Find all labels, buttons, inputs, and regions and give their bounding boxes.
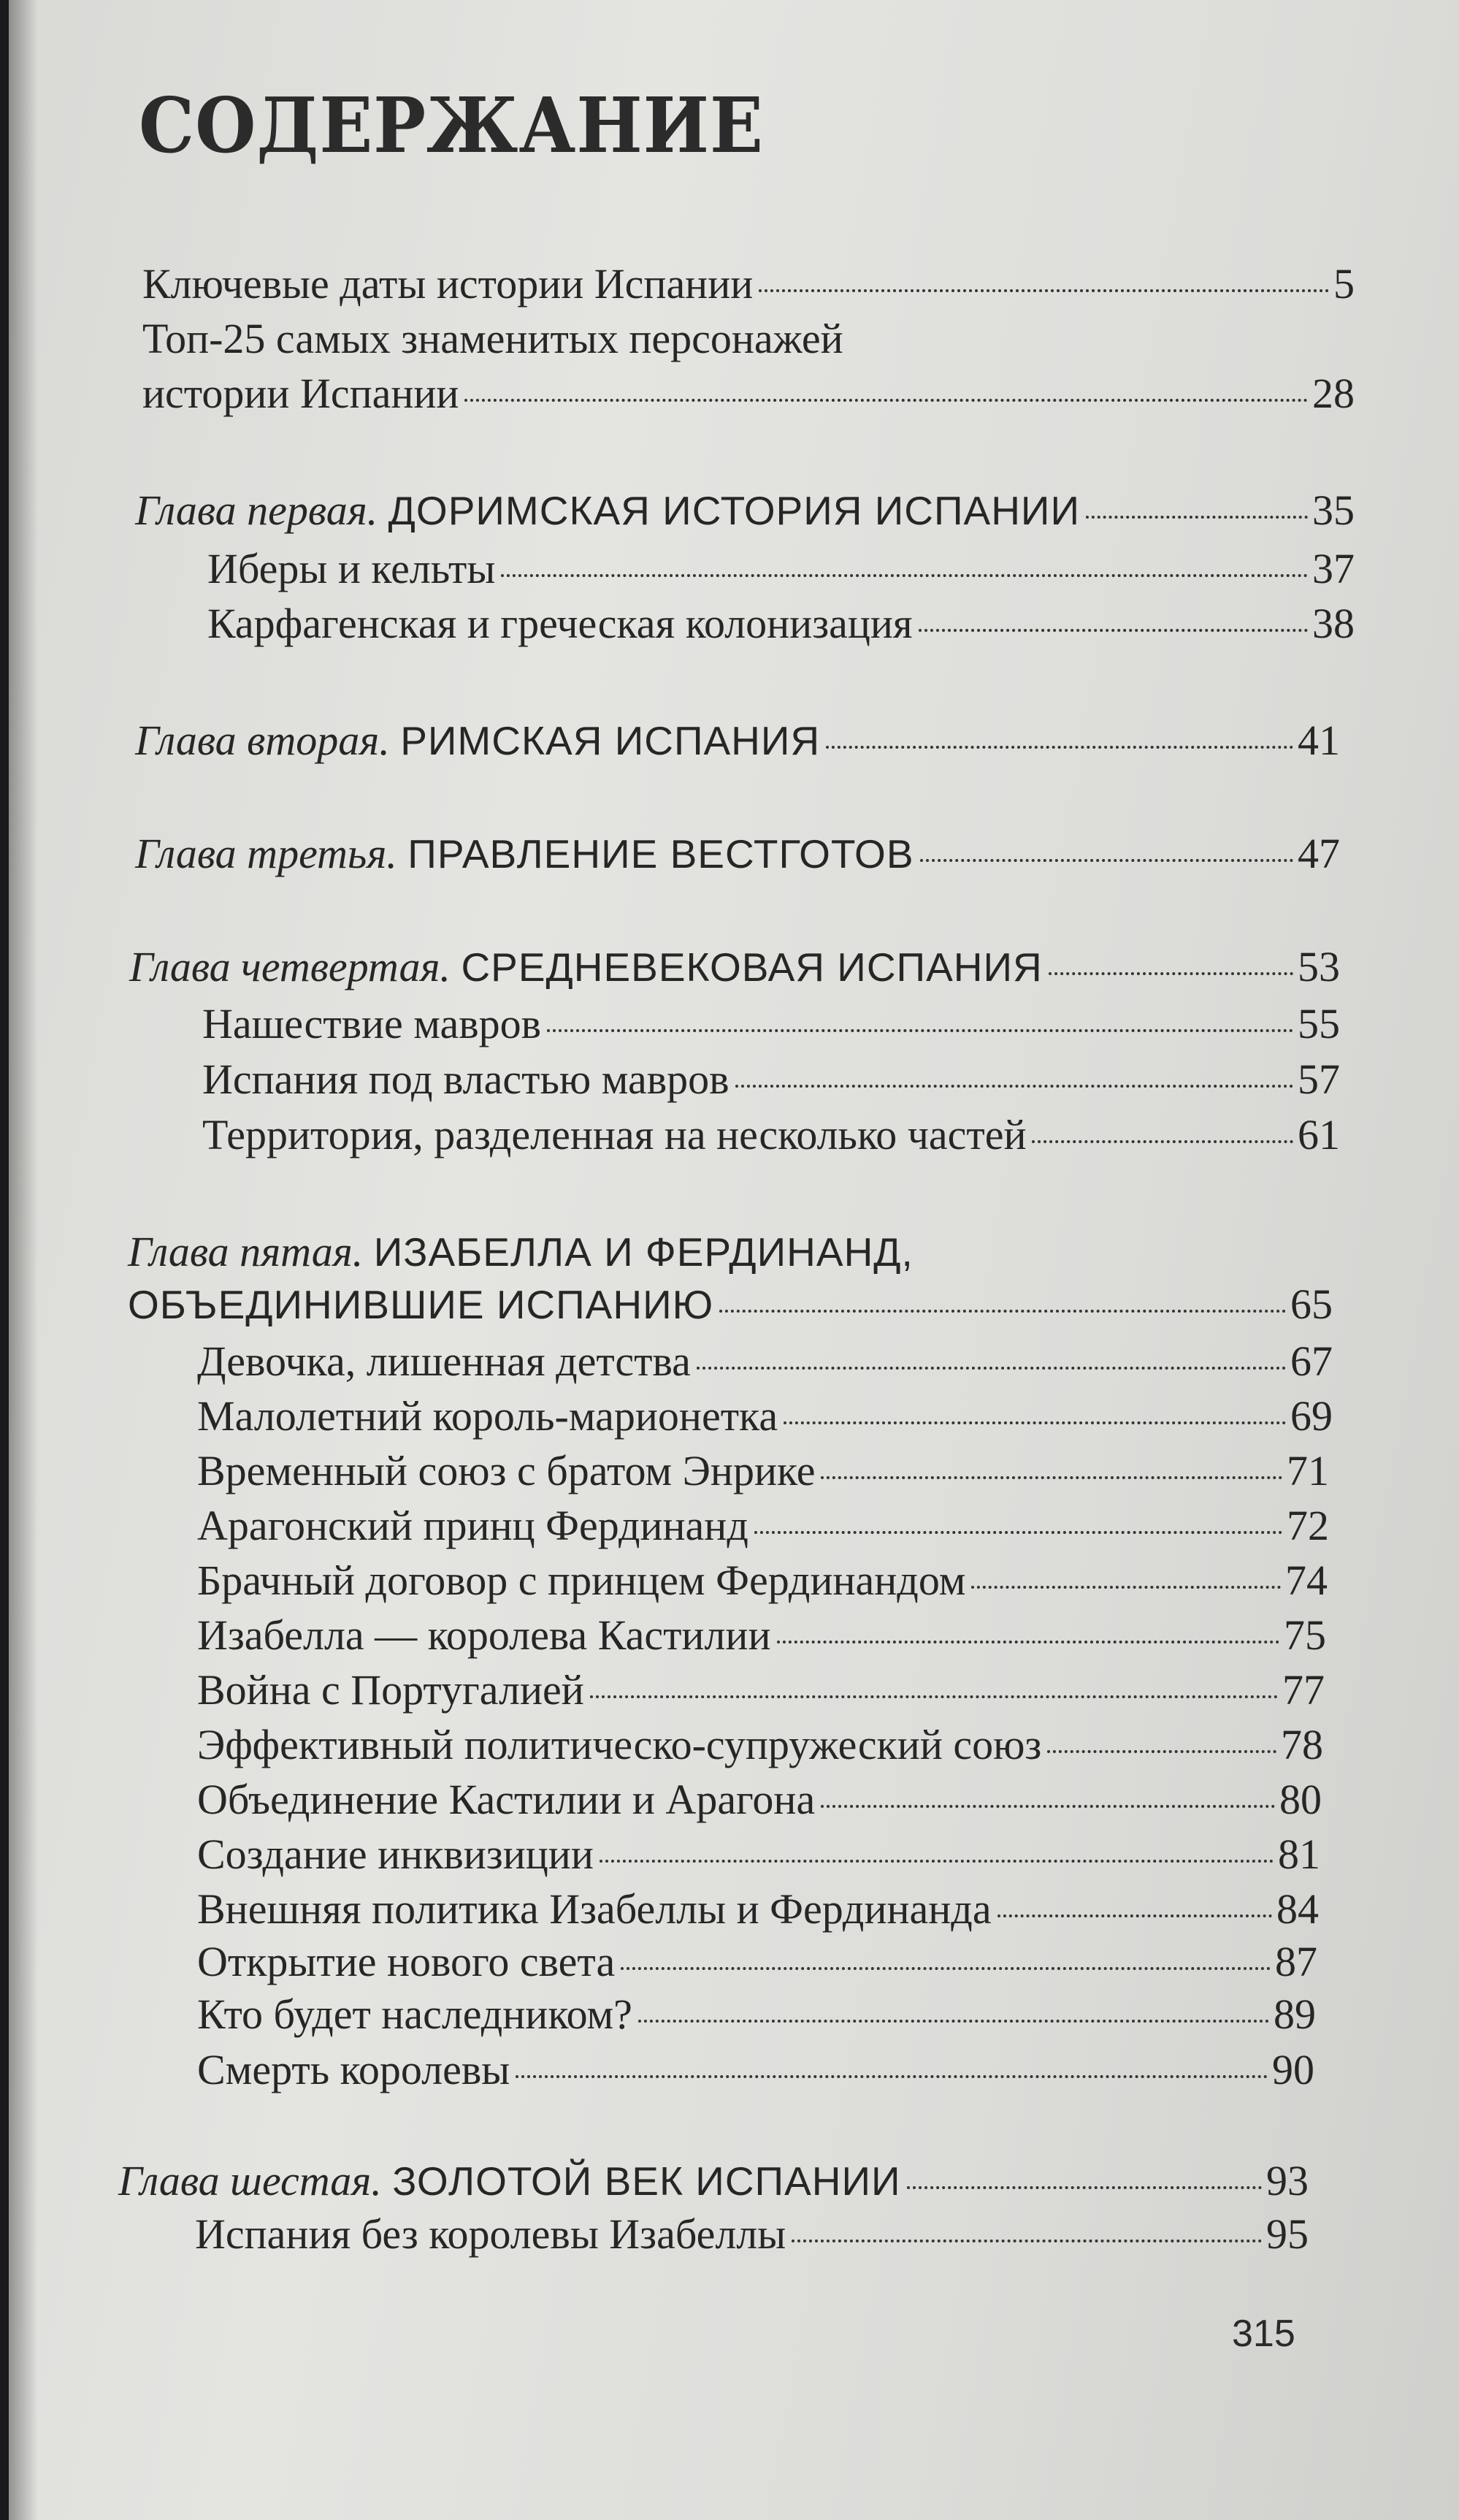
toc-entry-page: 93 xyxy=(1266,2157,1309,2204)
toc-entry-page: 81 xyxy=(1278,1830,1320,1878)
dot-leader xyxy=(821,1805,1275,1808)
toc-entry-page: 57 xyxy=(1298,1055,1340,1103)
toc-entry-page: 5 xyxy=(1333,260,1355,308)
toc-section[interactable] xyxy=(197,1775,1322,1824)
dot-leader xyxy=(638,2020,1269,2023)
chapter-label: Глава третья. xyxy=(135,830,397,877)
toc-entry-page: 71 xyxy=(1287,1447,1329,1494)
toc-entry-page: 61 xyxy=(1298,1111,1340,1158)
toc-chapter-2[interactable] xyxy=(135,716,1340,765)
dot-leader xyxy=(754,1531,1282,1534)
dot-leader xyxy=(759,289,1329,292)
toc-chapter-title xyxy=(135,486,1080,535)
toc-entry-page: 87 xyxy=(1275,1938,1317,1985)
toc-entry-page: 47 xyxy=(1298,830,1340,877)
toc-entry-title: Арагонский принц Фердинанд xyxy=(197,1502,748,1549)
toc-entry-key-dates[interactable] xyxy=(142,259,1355,308)
toc-entry-title: Нашествие мавров xyxy=(202,1000,542,1047)
chapter-label: Глава пятая. xyxy=(128,1228,364,1275)
toc-entry-page: 67 xyxy=(1290,1337,1333,1385)
toc-chapter-title xyxy=(135,716,820,765)
chapter-name: ОБЪЕДИНИВШИЕ ИСПАНИЮ xyxy=(128,1282,714,1327)
chapter-label: Глава первая. xyxy=(135,486,378,534)
toc-entry-page: 95 xyxy=(1266,2210,1309,2258)
toc-section[interactable] xyxy=(197,1611,1326,1660)
dot-leader xyxy=(1047,1750,1276,1753)
toc-entry-page: 65 xyxy=(1290,1280,1333,1328)
toc-entry-page: 53 xyxy=(1298,943,1340,990)
toc-entry-title: Брачный договор с принцем Фердинандом xyxy=(197,1557,966,1604)
chapter-name: ДОРИМСКАЯ ИСТОРИЯ ИСПАНИИ xyxy=(388,488,1080,533)
page-number: 315 xyxy=(1232,2313,1295,2355)
toc-entry-title: Девочка, лишенная детства xyxy=(197,1337,691,1385)
toc-chapter-6[interactable] xyxy=(118,2156,1309,2205)
toc-chapter-5[interactable] xyxy=(128,1280,1333,1329)
book-page xyxy=(9,0,1459,2520)
toc-entry-page: 89 xyxy=(1274,1990,1316,2038)
toc-section[interactable] xyxy=(197,1446,1329,1495)
dot-leader xyxy=(907,2186,1262,2189)
toc-entry-page: 84 xyxy=(1276,1885,1319,1933)
toc-section[interactable] xyxy=(197,1556,1328,1605)
toc-entry-title: Изабелла — королева Кастилии xyxy=(197,1611,771,1659)
toc-entry-title: Карфагенская и греческая колонизация xyxy=(207,600,913,647)
toc-chapter-title xyxy=(129,942,1043,991)
toc-chapter-3[interactable] xyxy=(135,829,1340,878)
toc-entry-page: 75 xyxy=(1284,1611,1326,1659)
toc-section[interactable] xyxy=(197,1501,1329,1550)
toc-entry-title: Малолетний король-марионетка xyxy=(197,1392,778,1440)
toc-entry-title: истории Испании xyxy=(142,370,459,417)
chapter-label: Глава четвертая. xyxy=(129,943,451,990)
toc-entry-title: Испания под властью мавров xyxy=(202,1055,730,1103)
dot-leader xyxy=(997,1914,1272,1917)
dot-leader xyxy=(784,1421,1286,1424)
toc-entry-page: 77 xyxy=(1282,1666,1325,1714)
chapter-name: СРЕДНЕВЕКОВАЯ ИСПАНИЯ xyxy=(461,944,1043,990)
toc-entry-title: Внешняя политика Изабеллы и Фердинанда xyxy=(197,1885,992,1933)
toc-entry-title: Объединение Кастилии и Арагона xyxy=(197,1776,816,1823)
toc-chapter-1[interactable] xyxy=(135,486,1355,535)
toc-entry-title: Временный союз с братом Энрике xyxy=(197,1447,816,1494)
toc-entry-title: Иберы и кельты xyxy=(207,545,496,592)
dot-leader xyxy=(777,1641,1280,1643)
dot-leader xyxy=(826,746,1293,749)
toc-entry-title: Смерть королевы xyxy=(197,2046,510,2093)
toc-entry-page: 72 xyxy=(1287,1502,1329,1549)
toc-entry-title: Создание инквизиции xyxy=(197,1830,594,1878)
toc-entry-page: 69 xyxy=(1290,1392,1333,1440)
dot-leader xyxy=(971,1586,1281,1589)
toc-entry-title: Война с Португалией xyxy=(197,1666,584,1714)
toc-entry-page: 55 xyxy=(1298,1000,1340,1047)
toc-entry-top25[interactable] xyxy=(142,369,1355,418)
chapter-name: ПРАВЛЕНИЕ ВЕСТГОТОВ xyxy=(407,831,914,877)
toc-section[interactable] xyxy=(202,1110,1340,1159)
dot-leader xyxy=(516,2075,1268,2078)
dot-leader xyxy=(920,859,1293,862)
dot-leader xyxy=(719,1310,1286,1313)
toc-entry-page: 78 xyxy=(1281,1721,1323,1768)
toc-entry-page: 41 xyxy=(1298,717,1340,764)
dot-leader xyxy=(590,1695,1278,1698)
toc-entry-page: 74 xyxy=(1285,1557,1328,1604)
toc-section[interactable] xyxy=(207,599,1355,648)
toc-section[interactable] xyxy=(207,544,1355,593)
dot-leader xyxy=(501,574,1308,577)
toc-section[interactable] xyxy=(197,1990,1316,2039)
toc-section[interactable] xyxy=(202,1055,1340,1104)
toc-section[interactable] xyxy=(197,1337,1333,1386)
page-gutter-shadow xyxy=(9,0,38,2520)
toc-section[interactable] xyxy=(197,1665,1325,1714)
dot-leader xyxy=(697,1367,1286,1370)
dot-leader xyxy=(621,1967,1271,1970)
dot-leader xyxy=(792,2240,1262,2242)
dot-leader xyxy=(1049,972,1293,975)
chapter-label: Глава шестая. xyxy=(118,2157,382,2204)
dot-leader xyxy=(1086,516,1308,519)
toc-section[interactable] xyxy=(197,2045,1314,2094)
toc-section[interactable] xyxy=(202,999,1340,1048)
page-title: СОДЕРЖАНИЕ xyxy=(139,80,764,170)
toc-entry-page: 35 xyxy=(1312,486,1355,534)
toc-section[interactable] xyxy=(195,2210,1309,2259)
toc-section[interactable] xyxy=(197,1391,1333,1440)
dot-leader xyxy=(821,1476,1282,1479)
toc-chapter-5-line1[interactable] xyxy=(128,1227,914,1276)
toc-entry-title: Территория, разделенная на несколько частей xyxy=(202,1111,1027,1158)
toc-section[interactable] xyxy=(197,1720,1323,1769)
toc-section[interactable] xyxy=(197,1885,1319,1933)
toc-section[interactable] xyxy=(197,1937,1317,1986)
dot-leader xyxy=(1032,1140,1293,1143)
dot-leader xyxy=(547,1029,1293,1032)
toc-entry-page: 38 xyxy=(1312,600,1355,647)
chapter-name: РИМСКАЯ ИСПАНИЯ xyxy=(400,718,821,763)
toc-entry-title: Открытие нового света xyxy=(197,1938,616,1985)
toc-entry-page: 37 xyxy=(1312,545,1355,592)
toc-entry-title: Испания без королевы Изабеллы xyxy=(195,2210,786,2258)
chapter-label: Глава вторая. xyxy=(135,717,390,764)
toc-entry-page: 80 xyxy=(1279,1776,1322,1823)
toc-chapter-4[interactable] xyxy=(129,942,1340,991)
toc-entry-title: Ключевые даты истории Испании xyxy=(142,260,754,308)
chapter-name: ИЗАБЕЛЛА И ФЕРДИНАНД, xyxy=(373,1229,914,1275)
dot-leader xyxy=(735,1085,1293,1088)
toc-section[interactable] xyxy=(197,1830,1320,1879)
chapter-name: ЗОЛОТОЙ ВЕК ИСПАНИИ xyxy=(392,2158,901,2204)
toc-entry-page: 28 xyxy=(1312,370,1355,417)
toc-entry-page: 90 xyxy=(1272,2046,1314,2093)
toc-chapter-title xyxy=(118,2156,901,2205)
dot-leader xyxy=(600,1860,1274,1863)
toc-chapter-title xyxy=(135,829,914,878)
dot-leader xyxy=(464,399,1308,402)
dot-leader xyxy=(919,629,1308,632)
toc-entry-title: Эффективный политическо-супружеский союз xyxy=(197,1721,1042,1768)
toc-entry-title: Кто будет наследником? xyxy=(197,1990,632,2038)
toc-entry-top25-line1: Топ-25 самых знаменитых персонажей xyxy=(142,315,843,362)
